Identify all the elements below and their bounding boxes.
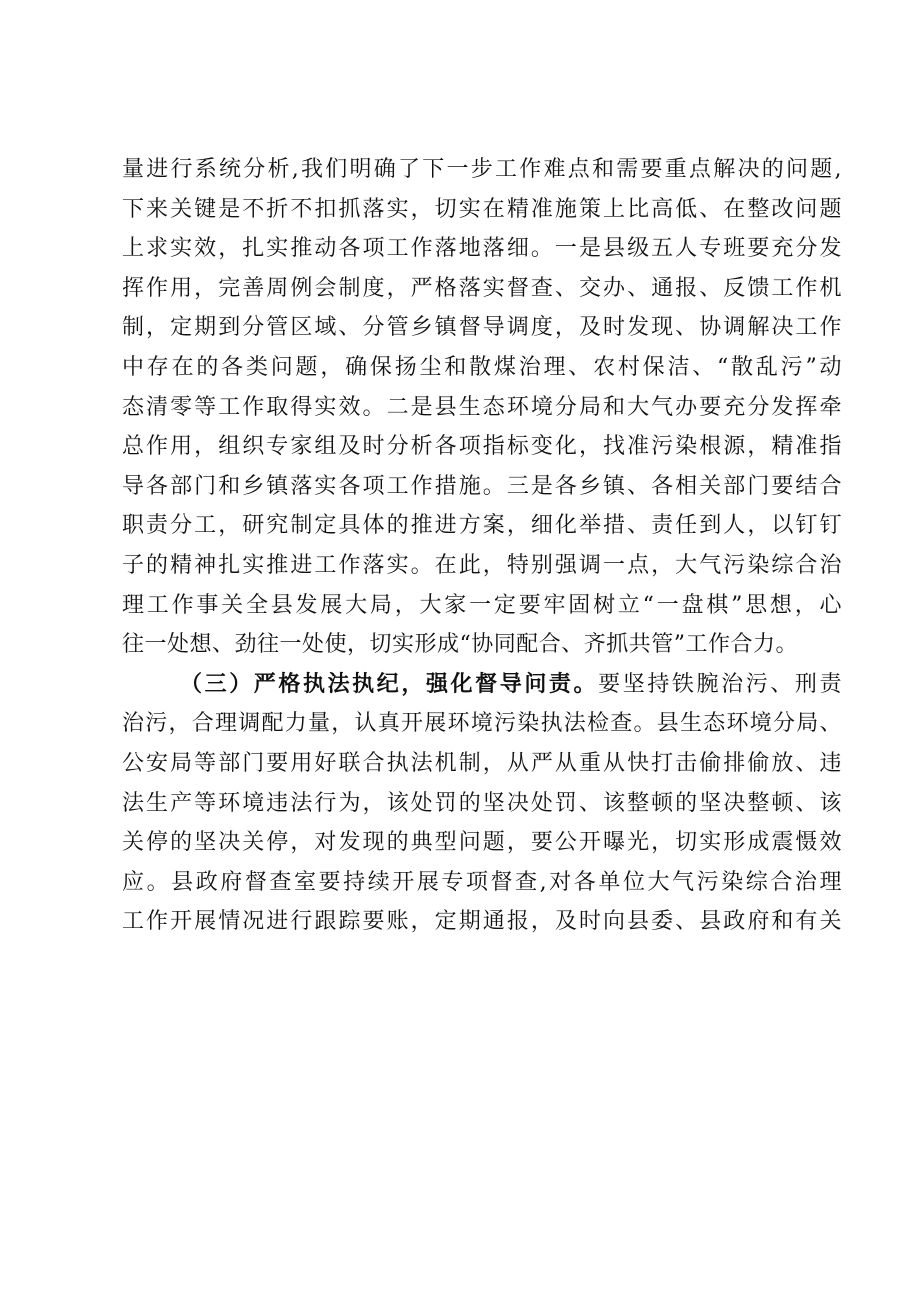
body-text bbox=[122, 150, 842, 942]
paragraph-line: 往一处想、劲往一处使，切实形成“协同配合、齐抓共管”工作合力。 bbox=[122, 632, 798, 658]
paragraph-line: 中存在的各类问题，确保扬尘和散煤治理、农村保洁、“散乱污”动 bbox=[122, 354, 842, 380]
paragraph-line: 子的精神扎实推进工作落实。在此，特别强调一点，大气污染综合治 bbox=[122, 552, 842, 578]
paragraph-line: 法生产等环境违法行为，该处罚的坚决处罚、该整顿的坚决整顿、该 bbox=[122, 790, 842, 816]
paragraph-line: 关停的坚决关停，对发现的典型问题，要公开曝光，切实形成震慑效 bbox=[122, 830, 842, 856]
section-3-heading: （三）严格执法执纪，强化督导问责。 bbox=[180, 670, 599, 697]
paragraph-line: 公安局等部门要用好联合执法机制，从严从重从快打击偷排偷放、违 bbox=[122, 750, 842, 776]
paragraph-line: 下来关键是不折不扣抓落实，切实在精准施策上比高低、在整改问题 bbox=[122, 196, 842, 222]
section-3-first-line-text: 要坚持铁腕治污、刑责 bbox=[598, 671, 842, 697]
paragraph-line: 导各部门和乡镇落实各项工作措施。三是各乡镇、各相关部门要结合 bbox=[122, 473, 842, 499]
section-3-first-line bbox=[122, 665, 842, 705]
paragraph-line: 态清零等工作取得实效。二是县生态环境分局和大气办要充分发挥牵 bbox=[122, 394, 842, 420]
paragraph-line: 职责分工，研究制定具体的推进方案，细化举措、责任到人，以钉钉 bbox=[122, 513, 842, 539]
paragraph-line: 应。县政府督查室要持续开展专项督查,对各单位大气污染综合治理 bbox=[122, 869, 842, 895]
paragraph-line: 上求实效，扎实推动各项工作落地落细。一是县级五人专班要充分发 bbox=[122, 236, 842, 262]
paragraph-line: 工作开展情况进行跟踪要账，定期通报，及时向县委、县政府和有关 bbox=[122, 909, 842, 935]
paragraph-line: 治污，合理调配力量，认真开展环境污染执法检查。县生态环境分局、 bbox=[122, 711, 842, 737]
paragraph-line: 挥作用，完善周例会制度，严格落实督查、交办、通报、反馈工作机 bbox=[122, 275, 842, 301]
paragraph-line: 量进行系统分析,我们明确了下一步工作难点和需要重点解决的问题, bbox=[122, 157, 842, 182]
paragraph-line: 制，定期到分管区域、分管乡镇督导调度，及时发现、协调解决工作 bbox=[122, 315, 842, 341]
paragraph-line: 理工作事关全县发展大局，大家一定要牢固树立“一盘棋”思想，心 bbox=[122, 592, 842, 618]
paragraph-line: 总作用，组织专家组及时分析各项指标变化，找准污染根源，精准指 bbox=[122, 434, 842, 460]
